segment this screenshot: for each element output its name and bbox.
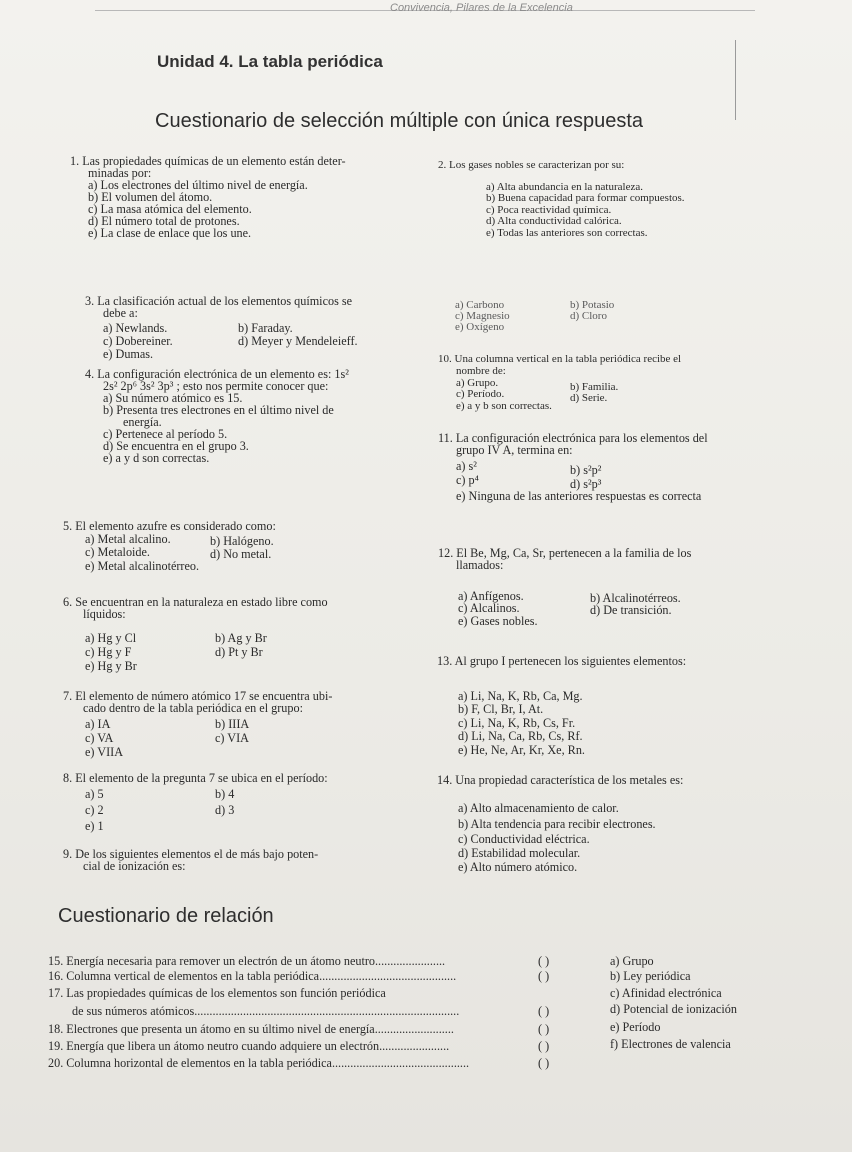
q13-option-e: e) He, Ne, Ar, Kr, Xe, Rn. bbox=[458, 743, 585, 757]
q6-option-a: a) Hg y Cl bbox=[85, 631, 137, 645]
question-10 bbox=[438, 354, 681, 377]
q14-stem: 14. Una propiedad característica de los metales es: bbox=[437, 773, 684, 787]
q10-stem: 10. Una columna vertical en la tabla periódica recibe el bbox=[438, 353, 682, 365]
q11-stem: 11. La configuración electrónica para los elementos del bbox=[438, 431, 708, 445]
q2-option-d: d) Alta conductividad calórica. bbox=[486, 215, 622, 227]
q5-option-a: a) Metal alcalino. bbox=[85, 532, 171, 546]
q3-stem-cont: debe a: bbox=[103, 306, 138, 320]
q8-option-e: e) 1 bbox=[85, 819, 104, 833]
section-title-relation: Cuestionario de relación bbox=[58, 905, 274, 927]
q1-option-d: d) El número total de protones. bbox=[88, 214, 240, 228]
q3-option-b: b) Faraday. bbox=[238, 321, 293, 335]
question-7 bbox=[63, 690, 332, 714]
relation-option-a: a) Grupo bbox=[610, 954, 654, 968]
q1-option-a: a) Los electrones del último nivel de energía. bbox=[88, 178, 308, 192]
q12-option-e: e) Gases nobles. bbox=[458, 614, 538, 628]
q1-stem: 1. Las propiedades químicas de un elemento están deter- bbox=[70, 154, 346, 168]
q5-option-e: e) Metal alcalinotérreo. bbox=[85, 559, 200, 573]
question-11 bbox=[438, 432, 708, 456]
q8-option-b: b) 4 bbox=[215, 787, 235, 801]
question-2 bbox=[438, 160, 685, 239]
relation-option-c: c) Afinidad electrónica bbox=[610, 986, 722, 1000]
q1-stem-cont: minadas por: bbox=[88, 166, 152, 180]
q12-option-b: b) Alcalinotérreos. bbox=[590, 591, 681, 605]
q10-option-a: a) Grupo. bbox=[456, 377, 499, 389]
q7-option-b: b) IIIA bbox=[215, 717, 250, 731]
q14-option-a: a) Alto almacenamiento de calor. bbox=[458, 801, 619, 815]
q6-option-b: b) Ag y Br bbox=[215, 631, 267, 645]
q3-stem: 3. La clasificación actual de los elementos químicos se bbox=[85, 294, 353, 308]
q2-option-c: c) Poca reactividad química. bbox=[486, 203, 612, 216]
q11-option-c: c) p⁴ bbox=[456, 473, 479, 487]
q4-stem: 4. La configuración electrónica de un elemento es: 1s² bbox=[85, 367, 349, 381]
q11-stem-cont: grupo IV A, termina en: bbox=[456, 443, 573, 457]
q13-option-a: a) Li, Na, K, Rb, Ca, Mg. bbox=[458, 689, 583, 703]
section-title-multiple-choice: Cuestionario de selección múltiple con única respuesta bbox=[155, 110, 644, 132]
q5-stem: 5. El elemento azufre es considerado como: bbox=[63, 519, 276, 533]
relation-item-20: 20. Columna horizontal de elementos en la tabla periódica............................................. bbox=[48, 1056, 470, 1070]
relation-item-15: 15. Energía necesaria para remover un electrón de un átomo neutro....................... bbox=[48, 954, 446, 968]
q8-stem: 8. El elemento de la pregunta 7 se ubica en el período: bbox=[63, 771, 328, 785]
q8-option-c: c) 2 bbox=[85, 803, 104, 817]
q12-option-a: a) Anfígenos. bbox=[458, 589, 524, 603]
q7-stem: 7. El elemento de número atómico 17 se encuentra ubi- bbox=[63, 689, 333, 703]
q9-option-e: e) Oxígeno bbox=[455, 321, 505, 333]
q7-option-e: e) VIIA bbox=[85, 745, 124, 759]
q1-option-c: c) La masa atómica del elemento. bbox=[88, 202, 252, 216]
q5-option-b: b) Halógeno. bbox=[210, 534, 274, 548]
q4-option-c: c) Pertenece al período 5. bbox=[103, 427, 228, 441]
q6-stem: 6. Se encuentran en la naturaleza en estado libre como bbox=[63, 595, 328, 609]
q2-option-a: a) Alta abundancia en la naturaleza. bbox=[486, 180, 643, 193]
question-9 bbox=[63, 848, 318, 872]
q1-option-b: b) El volumen del átomo. bbox=[88, 190, 213, 204]
relation-paren-19[interactable]: ( ) bbox=[538, 1039, 550, 1053]
relation-option-d: d) Potencial de ionización bbox=[610, 1002, 737, 1016]
q12-option-c: c) Alcalinos. bbox=[458, 601, 520, 615]
q10-option-c: c) Período. bbox=[456, 388, 505, 400]
q4-option-a: a) Su número atómico es 15. bbox=[103, 391, 243, 405]
q5-option-c: c) Metaloide. bbox=[85, 545, 150, 559]
relation-item-18: 18. Electrones que presenta un átomo en su último nivel de energía.......................... bbox=[48, 1022, 454, 1036]
q2-stem: 2. Los gases nobles se caracterizan por su: bbox=[438, 159, 625, 171]
q12-stem: 12. El Be, Mg, Ca, Sr, pertenecen a la familia de los bbox=[438, 546, 692, 560]
header-text: Convivencia, Pilares de la Excelencia bbox=[390, 2, 573, 14]
q4-option-b: b) Presenta tres electrones en el último nivel de bbox=[103, 403, 334, 417]
q2-option-e: e) Todas las anteriores son correctas. bbox=[486, 226, 648, 239]
q14-option-c: c) Conductividad eléctrica. bbox=[458, 832, 590, 846]
q7-option-d: c) VIA bbox=[215, 731, 249, 745]
question-6 bbox=[63, 596, 328, 620]
q13-stem: 13. Al grupo I pertenecen los siguientes elementos: bbox=[437, 654, 687, 668]
question-12 bbox=[438, 547, 691, 571]
q3-option-d: d) Meyer y Mendeleieff. bbox=[238, 334, 358, 348]
q4-option-d: d) Se encuentra en el grupo 3. bbox=[103, 439, 249, 453]
q7-stem-cont: cado dentro de la tabla periódica en el grupo: bbox=[83, 701, 303, 715]
margin-rule bbox=[735, 40, 736, 120]
relation-item-16: 16. Columna vertical de elementos en la tabla periódica............................................. bbox=[48, 969, 457, 983]
q2-option-b: b) Buena capacidad para formar compuestos. bbox=[486, 192, 685, 204]
q13-option-b: b) F, Cl, Br, I, At. bbox=[458, 702, 544, 716]
q8-option-d: d) 3 bbox=[215, 803, 235, 817]
q10-option-d: d) Serie. bbox=[570, 392, 608, 404]
unit-title: Unidad 4. La tabla periódica bbox=[157, 52, 383, 71]
q6-stem-cont: líquidos: bbox=[83, 607, 126, 621]
relation-item-19: 19. Energía que libera un átomo neutro cuando adquiere un electrón....................... bbox=[48, 1039, 450, 1053]
q3-option-e: e) Dumas. bbox=[103, 347, 154, 361]
q3-option-c: c) Dobereiner. bbox=[103, 334, 173, 348]
q10-option-b: b) Familia. bbox=[570, 381, 619, 393]
q5-option-d: d) No metal. bbox=[210, 547, 272, 561]
q9-stem-cont: cial de ionización es: bbox=[83, 859, 186, 873]
relation-item-17-cont: de sus números atómicos....................................................................................... bbox=[72, 1004, 460, 1018]
question-3 bbox=[85, 295, 352, 319]
q13-option-d: d) Li, Na, Ca, Rb, Cs, Rf. bbox=[458, 729, 583, 743]
q9-stem: 9. De los siguientes elementos el de más bajo poten- bbox=[63, 847, 319, 861]
q4-option-b-cont: energía. bbox=[123, 415, 162, 429]
relation-option-e: e) Período bbox=[610, 1020, 661, 1034]
q6-option-d: d) Pt y Br bbox=[215, 645, 263, 659]
question-4 bbox=[85, 368, 349, 464]
q11-option-d: d) s²p³ bbox=[570, 477, 602, 491]
q8-option-a: a) 5 bbox=[85, 787, 104, 801]
relation-paren-17[interactable]: ( ) bbox=[538, 1004, 550, 1018]
q6-option-e: e) Hg y Br bbox=[85, 659, 137, 673]
q13-option-c: c) Li, Na, K, Rb, Cs, Fr. bbox=[458, 716, 576, 730]
relation-item-17: 17. Las propiedades químicas de los elementos son función periódica bbox=[48, 986, 386, 1000]
q14-option-b: b) Alta tendencia para recibir electrones. bbox=[458, 817, 656, 831]
relation-paren-15[interactable]: ( ) bbox=[538, 954, 550, 968]
relation-paren-16[interactable]: ( ) bbox=[538, 969, 550, 983]
q9-option-c: c) Magnesio bbox=[455, 310, 510, 322]
q9-option-b: b) Potasio bbox=[570, 299, 615, 311]
q1-option-e: e) La clase de enlace que los une. bbox=[88, 226, 252, 240]
q4-option-e: e) a y d son correctas. bbox=[103, 451, 210, 465]
q14-option-e: e) Alto número atómico. bbox=[458, 860, 578, 874]
q9-option-a: a) Carbono bbox=[455, 299, 505, 311]
q10-option-e: e) a y b son correctas. bbox=[456, 400, 552, 412]
q12-option-d: d) De transición. bbox=[590, 603, 672, 617]
relation-paren-20[interactable]: ( ) bbox=[538, 1056, 550, 1070]
relation-paren-18[interactable]: ( ) bbox=[538, 1022, 550, 1036]
q3-option-a: a) Newlands. bbox=[103, 321, 168, 335]
q11-option-a: a) s² bbox=[456, 459, 477, 473]
q11-option-e: e) Ninguna de las anteriores respuestas es correcta bbox=[456, 489, 702, 503]
q11-option-b: b) s²p² bbox=[570, 463, 602, 477]
relation-option-f: f) Electrones de valencia bbox=[610, 1037, 731, 1051]
q14-option-d: d) Estabilidad molecular. bbox=[458, 846, 581, 860]
q7-option-c: c) VA bbox=[85, 731, 114, 745]
q10-stem-cont: nombre de: bbox=[456, 364, 506, 377]
q4-stem-cont: 2s² 2p⁶ 3s² 3p³ ; esto nos permite conocer que: bbox=[103, 379, 329, 393]
relation-option-b: b) Ley periódica bbox=[610, 969, 691, 983]
q9-option-d: d) Cloro bbox=[570, 310, 607, 322]
q7-option-a: a) IA bbox=[85, 717, 111, 731]
q12-stem-cont: llamados: bbox=[456, 558, 504, 572]
q6-option-c: c) Hg y F bbox=[85, 645, 132, 659]
question-1 bbox=[70, 155, 346, 239]
